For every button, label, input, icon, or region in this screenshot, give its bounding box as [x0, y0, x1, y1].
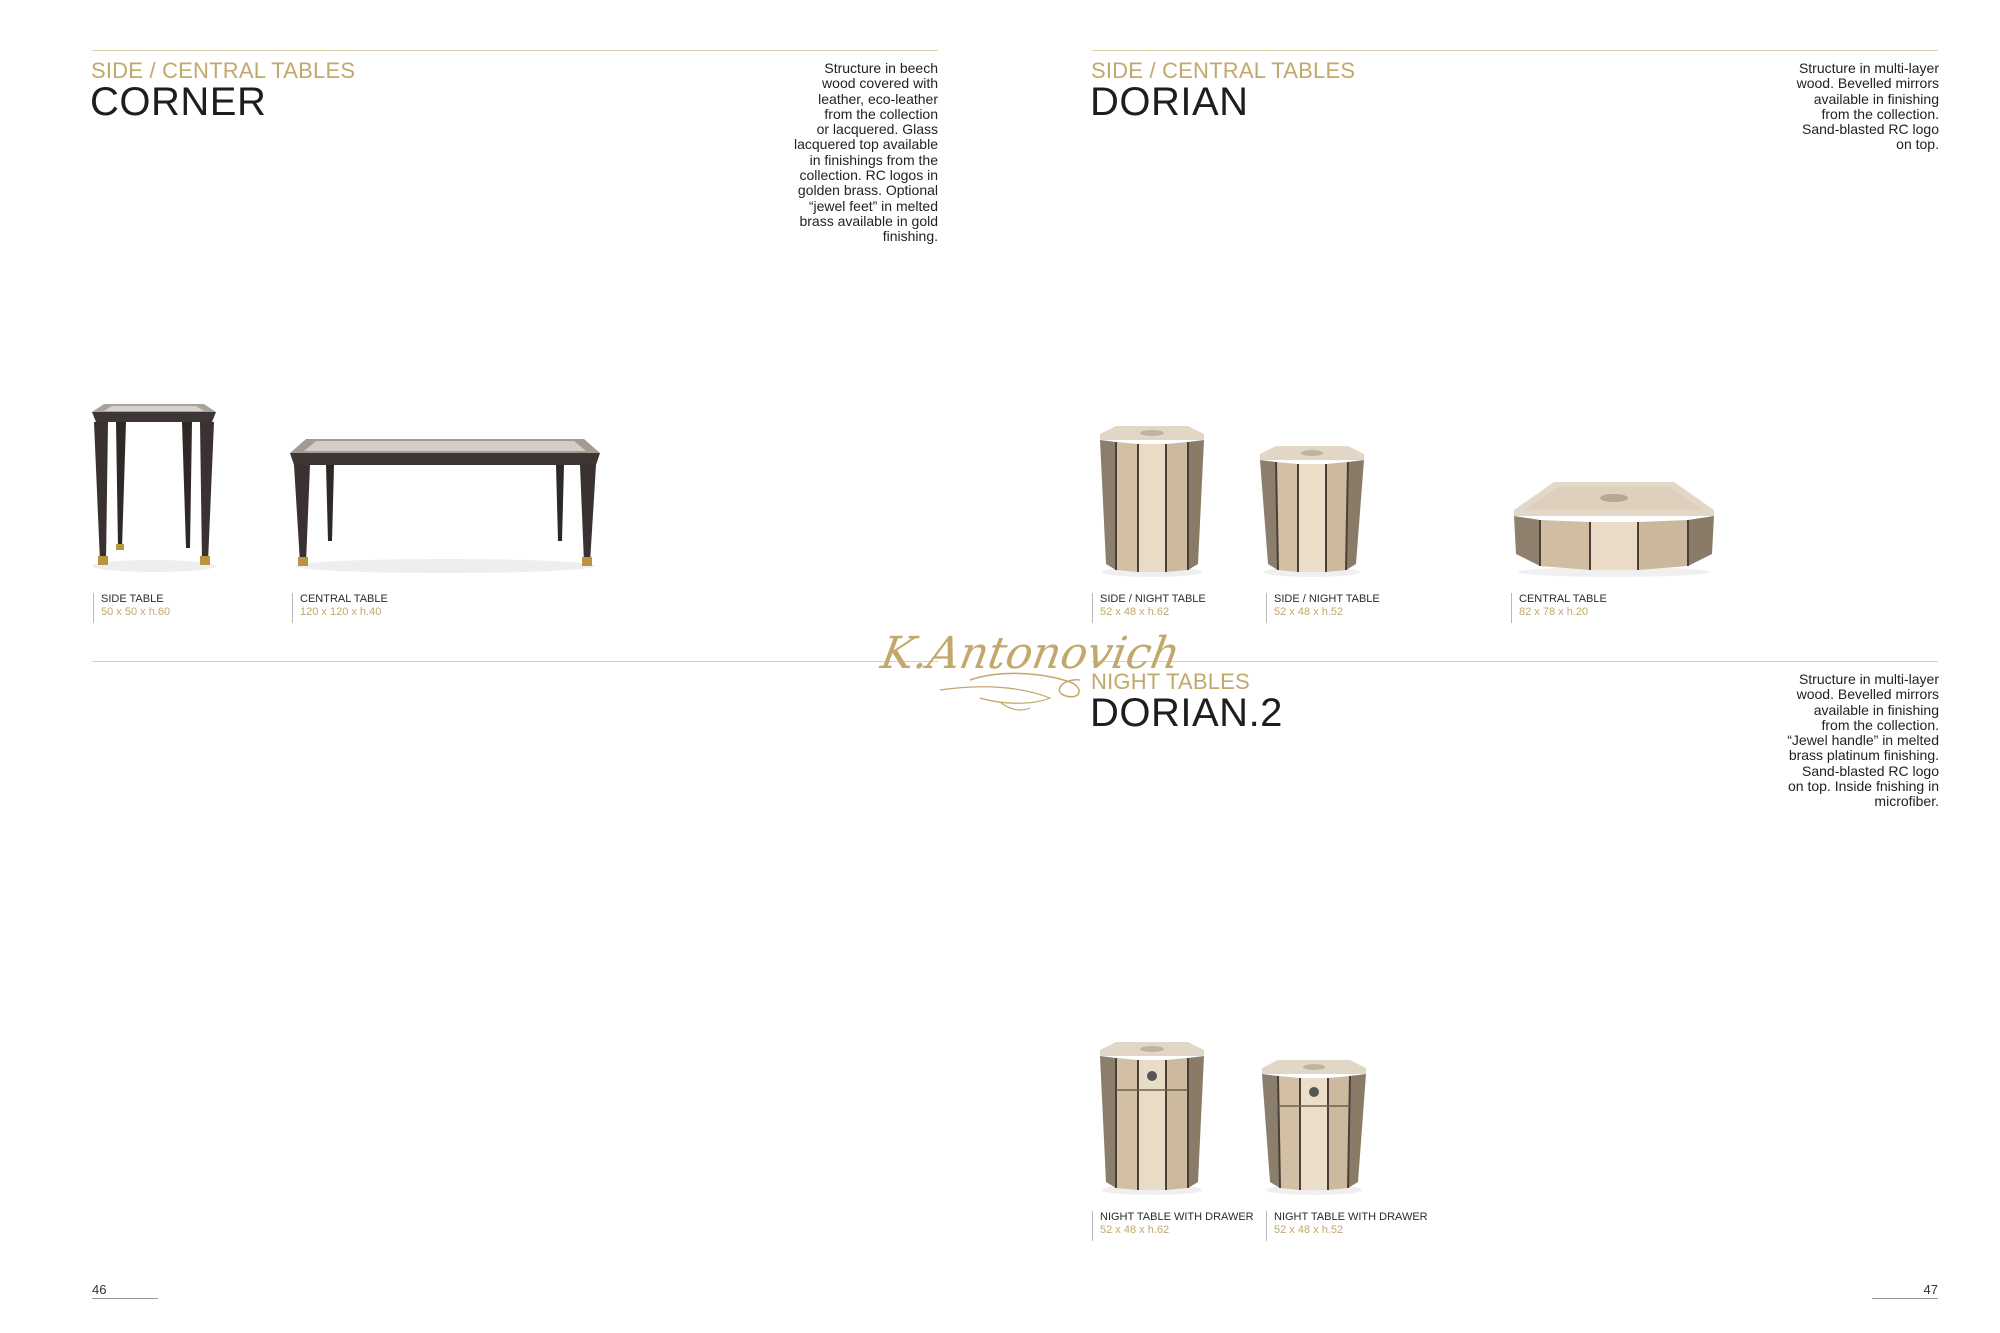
- middle-rule-right: [1092, 661, 1938, 662]
- caption-title: CENTRAL TABLE: [300, 593, 388, 605]
- dorian2-caption-night-table-62: [1092, 1211, 1254, 1241]
- page-number-left: 46: [92, 1282, 107, 1297]
- corner-category: SIDE / CENTRAL TABLES: [91, 58, 356, 83]
- dorian2-category: NIGHT TABLES: [1091, 669, 1250, 694]
- corner-caption-central-table: [292, 593, 388, 623]
- caption-title: CENTRAL TABLE: [1519, 593, 1607, 605]
- dorian2-description: Structure in multi-layer wood. Bevelled mirrors available in finishing from the collection. “Jewel handle” in melted brass platinum finishing. Sand-blasted RC logo on top. Inside fnishing in microfiber.: [1787, 671, 1939, 810]
- page-number-left-rule: [92, 1298, 158, 1299]
- dorian2-night-table-large-image: [1092, 1040, 1212, 1196]
- caption-title: NIGHT TABLE WITH DRAWER: [1274, 1211, 1428, 1223]
- corner-side-table-image: [86, 398, 222, 574]
- dorian-side-table-small-image: [1254, 444, 1370, 578]
- top-rule-right: [1092, 50, 1938, 51]
- svg-text:K.Antonovich: K.Antonovich: [877, 628, 1184, 679]
- dorian-description: Structure in multi-layer wood. Bevelled mirrors available in finishing from the collection. Sand-blasted RC logo on top.: [1796, 60, 1939, 153]
- dorian-caption-central-table: [1511, 593, 1607, 623]
- caption-title: NIGHT TABLE WITH DRAWER: [1100, 1211, 1254, 1223]
- caption-dimensions: 82 x 78 x h.20: [1519, 606, 1589, 618]
- page-number-right: 47: [1923, 1282, 1938, 1297]
- caption-title: SIDE TABLE: [101, 593, 164, 605]
- dorian-title: DORIAN: [1090, 80, 1249, 124]
- dorian2-caption-night-table-52: [1266, 1211, 1428, 1241]
- middle-rule-left: [92, 661, 938, 662]
- corner-description: Structure in beech wood covered with leather, eco-leather from the collection or lacquered. Glass lacquered top available in finishings from the collection. RC logos in golden brass. Optional “jewel feet” in melted brass available in gold finishing.: [794, 60, 938, 245]
- dorian-central-table-image: [1510, 474, 1718, 578]
- caption-dimensions: 50 x 50 x h.60: [101, 606, 171, 618]
- caption-dimensions: 52 x 48 x h.62: [1100, 1224, 1170, 1236]
- caption-dimensions: 52 x 48 x h.52: [1274, 606, 1344, 618]
- dorian-category: SIDE / CENTRAL TABLES: [1091, 58, 1356, 83]
- dorian-caption-side-table-52: [1266, 593, 1380, 623]
- page-number-right-rule: [1872, 1298, 1938, 1299]
- dorian-side-table-large-image: [1092, 424, 1212, 578]
- corner-central-table-image: [286, 435, 604, 575]
- top-rule-left: [92, 50, 938, 51]
- dorian2-title: DORIAN.2: [1090, 691, 1283, 735]
- corner-title: CORNER: [90, 80, 267, 124]
- corner-caption-side-table: [93, 593, 170, 623]
- caption-title: SIDE / NIGHT TABLE: [1274, 593, 1380, 605]
- caption-dimensions: 52 x 48 x h.52: [1274, 1224, 1344, 1236]
- caption-dimensions: 120 x 120 x h.40: [300, 606, 382, 618]
- caption-dimensions: 52 x 48 x h.62: [1100, 606, 1170, 618]
- dorian2-night-table-small-image: [1256, 1058, 1372, 1196]
- caption-title: SIDE / NIGHT TABLE: [1100, 593, 1206, 605]
